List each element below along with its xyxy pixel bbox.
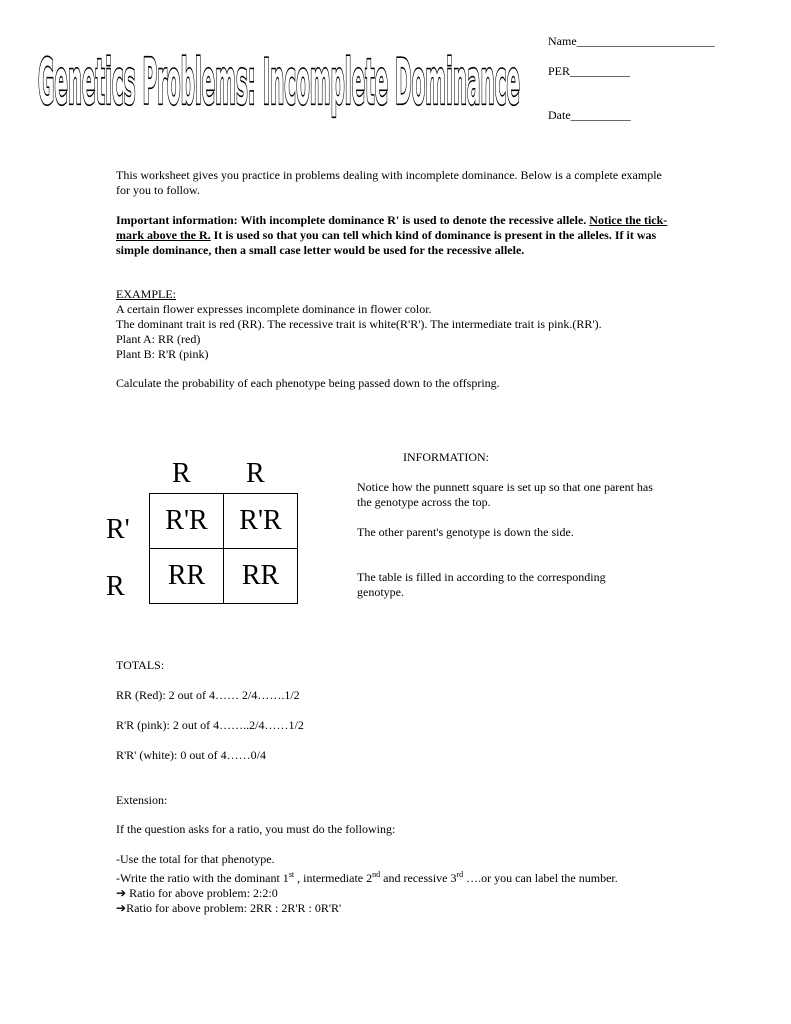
important-paragraph: Important information: With incomplete dominance R' is used to denote the recessive allele. Notice the tick-mark above the R. It is used so that you can tell which kind of dominance is present in the alleles. If it was simple dominance, then a small case letter would be used for the recessive allele.: [116, 213, 668, 257]
punnett-square: [149, 493, 298, 604]
totals-line: RR (Red): 2 out of 4…… 2/4…….1/2: [116, 688, 300, 702]
punnett-cell: R'R: [150, 494, 224, 549]
punnett-top-allele: R: [172, 458, 191, 489]
extension-step: -Use the total for that phenotype.: [116, 852, 275, 866]
punnett-cell: R'R: [224, 494, 298, 549]
punnett-side-allele: R: [106, 571, 125, 602]
example-section: [116, 287, 696, 362]
extension-steps: [116, 852, 716, 916]
arrow-right-icon: ➔: [116, 901, 127, 915]
punnett-side-allele: R': [106, 514, 130, 545]
example-question: Calculate the probability of each phenotype being passed down to the offspring.: [116, 376, 500, 390]
example-heading: EXAMPLE:: [116, 287, 176, 301]
punnett-top-allele: R: [246, 458, 265, 489]
extension-step: -Write the ratio with the dominant 1st , intermediate 2nd and recessive 3rd ….or you can label the number.: [116, 870, 618, 885]
information-paragraph: Notice how the punnett square is set up so that one parent has the genotype across the top.: [357, 480, 653, 509]
totals-line: R'R' (white): 0 out of 4……0/4: [116, 748, 266, 762]
information-paragraph: The table is filled in according to the corresponding genotype.: [357, 570, 606, 599]
totals-line: R'R (pink): 2 out of 4……..2/4……1/2: [116, 718, 304, 732]
example-line: A certain flower expresses incomplete dominance in flower color.: [116, 302, 432, 316]
punnett-cell: RR: [150, 549, 224, 604]
totals-heading: TOTALS:: [116, 658, 165, 672]
name-field: Name_______________________: [548, 34, 715, 48]
extension-heading: Extension:: [116, 793, 168, 807]
example-line: Plant B: R'R (pink): [116, 347, 209, 361]
punnett-cell: RR: [224, 549, 298, 604]
information-paragraph: The other parent's genotype is down the side.: [357, 525, 574, 539]
example-line: Plant A: RR (red): [116, 332, 201, 346]
extension-intro: If the question asks for a ratio, you must do the following:: [116, 822, 396, 836]
example-line: The dominant trait is red (RR). The recessive trait is white(R'R'). The intermediate trait is pink.(RR').: [116, 317, 602, 331]
per-field: PER__________: [548, 64, 631, 78]
ratio-line: ➔ Ratio for above problem: 2:2:0: [116, 886, 278, 900]
arrow-right-icon: ➔: [116, 886, 127, 900]
information-heading: INFORMATION:: [403, 450, 490, 464]
ratio-line: ➔Ratio for above problem: 2RR : 2R'R : 0R'R': [116, 901, 342, 915]
intro-paragraph: This worksheet gives you practice in problems dealing with incomplete dominance. Below is a complete example for you to follow.: [116, 168, 662, 197]
page-title-text: Genetics Problems: Incomplete Dominance: [38, 52, 520, 119]
date-field: Date__________: [548, 108, 631, 122]
page-title: [34, 52, 526, 128]
